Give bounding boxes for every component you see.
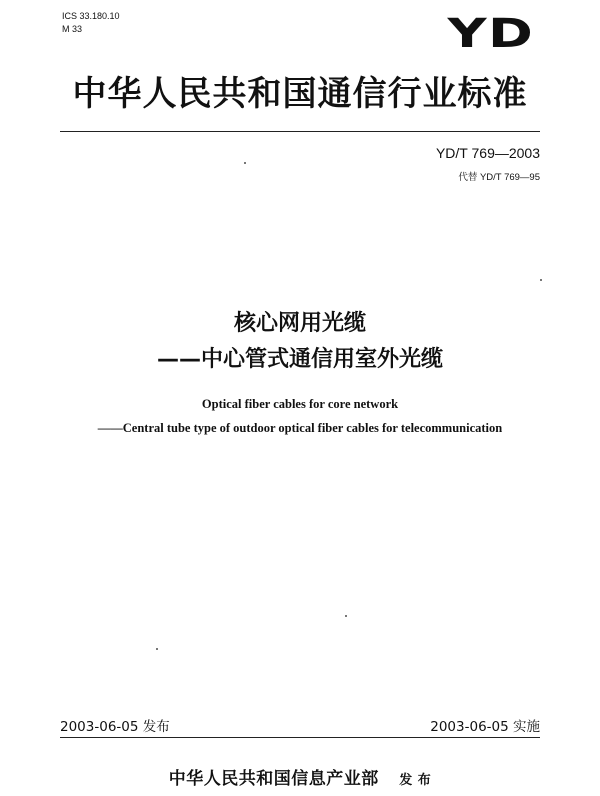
issuer-name: 中华人民共和国信息产业部 — [168, 769, 379, 789]
speck — [156, 648, 158, 650]
top-divider — [60, 131, 540, 132]
replaces-note: 代替 YD/T 769—95 — [458, 172, 540, 183]
publish-date: 2003-06-05 发布 — [60, 719, 170, 735]
chinese-subtitle: ——中心管式通信用室外光缆 — [156, 347, 443, 372]
standard-title: 中华人民共和国通信行业标准 — [72, 74, 528, 114]
speck — [244, 162, 246, 164]
issuer — [0, 764, 600, 789]
standard-code: YD/T 769—2003 — [435, 145, 540, 161]
issuer-action: 发 布 — [399, 773, 432, 788]
speck — [345, 615, 347, 617]
english-title: Optical fiber cables for core network — [201, 397, 399, 411]
ics-classification — [62, 10, 120, 36]
english-subtitle: ——Central tube type of outdoor optical fiber cables for telecommunication — [97, 421, 503, 435]
category-code: M 33 — [62, 24, 83, 34]
chinese-title: 核心网用光缆 — [233, 311, 366, 336]
ics-code: ICS 33.180.10 — [62, 11, 120, 21]
yd-logo: YD — [447, 11, 534, 57]
bottom-divider — [60, 737, 540, 738]
speck — [540, 279, 542, 281]
implement-date: 2003-06-05 实施 — [430, 719, 540, 735]
